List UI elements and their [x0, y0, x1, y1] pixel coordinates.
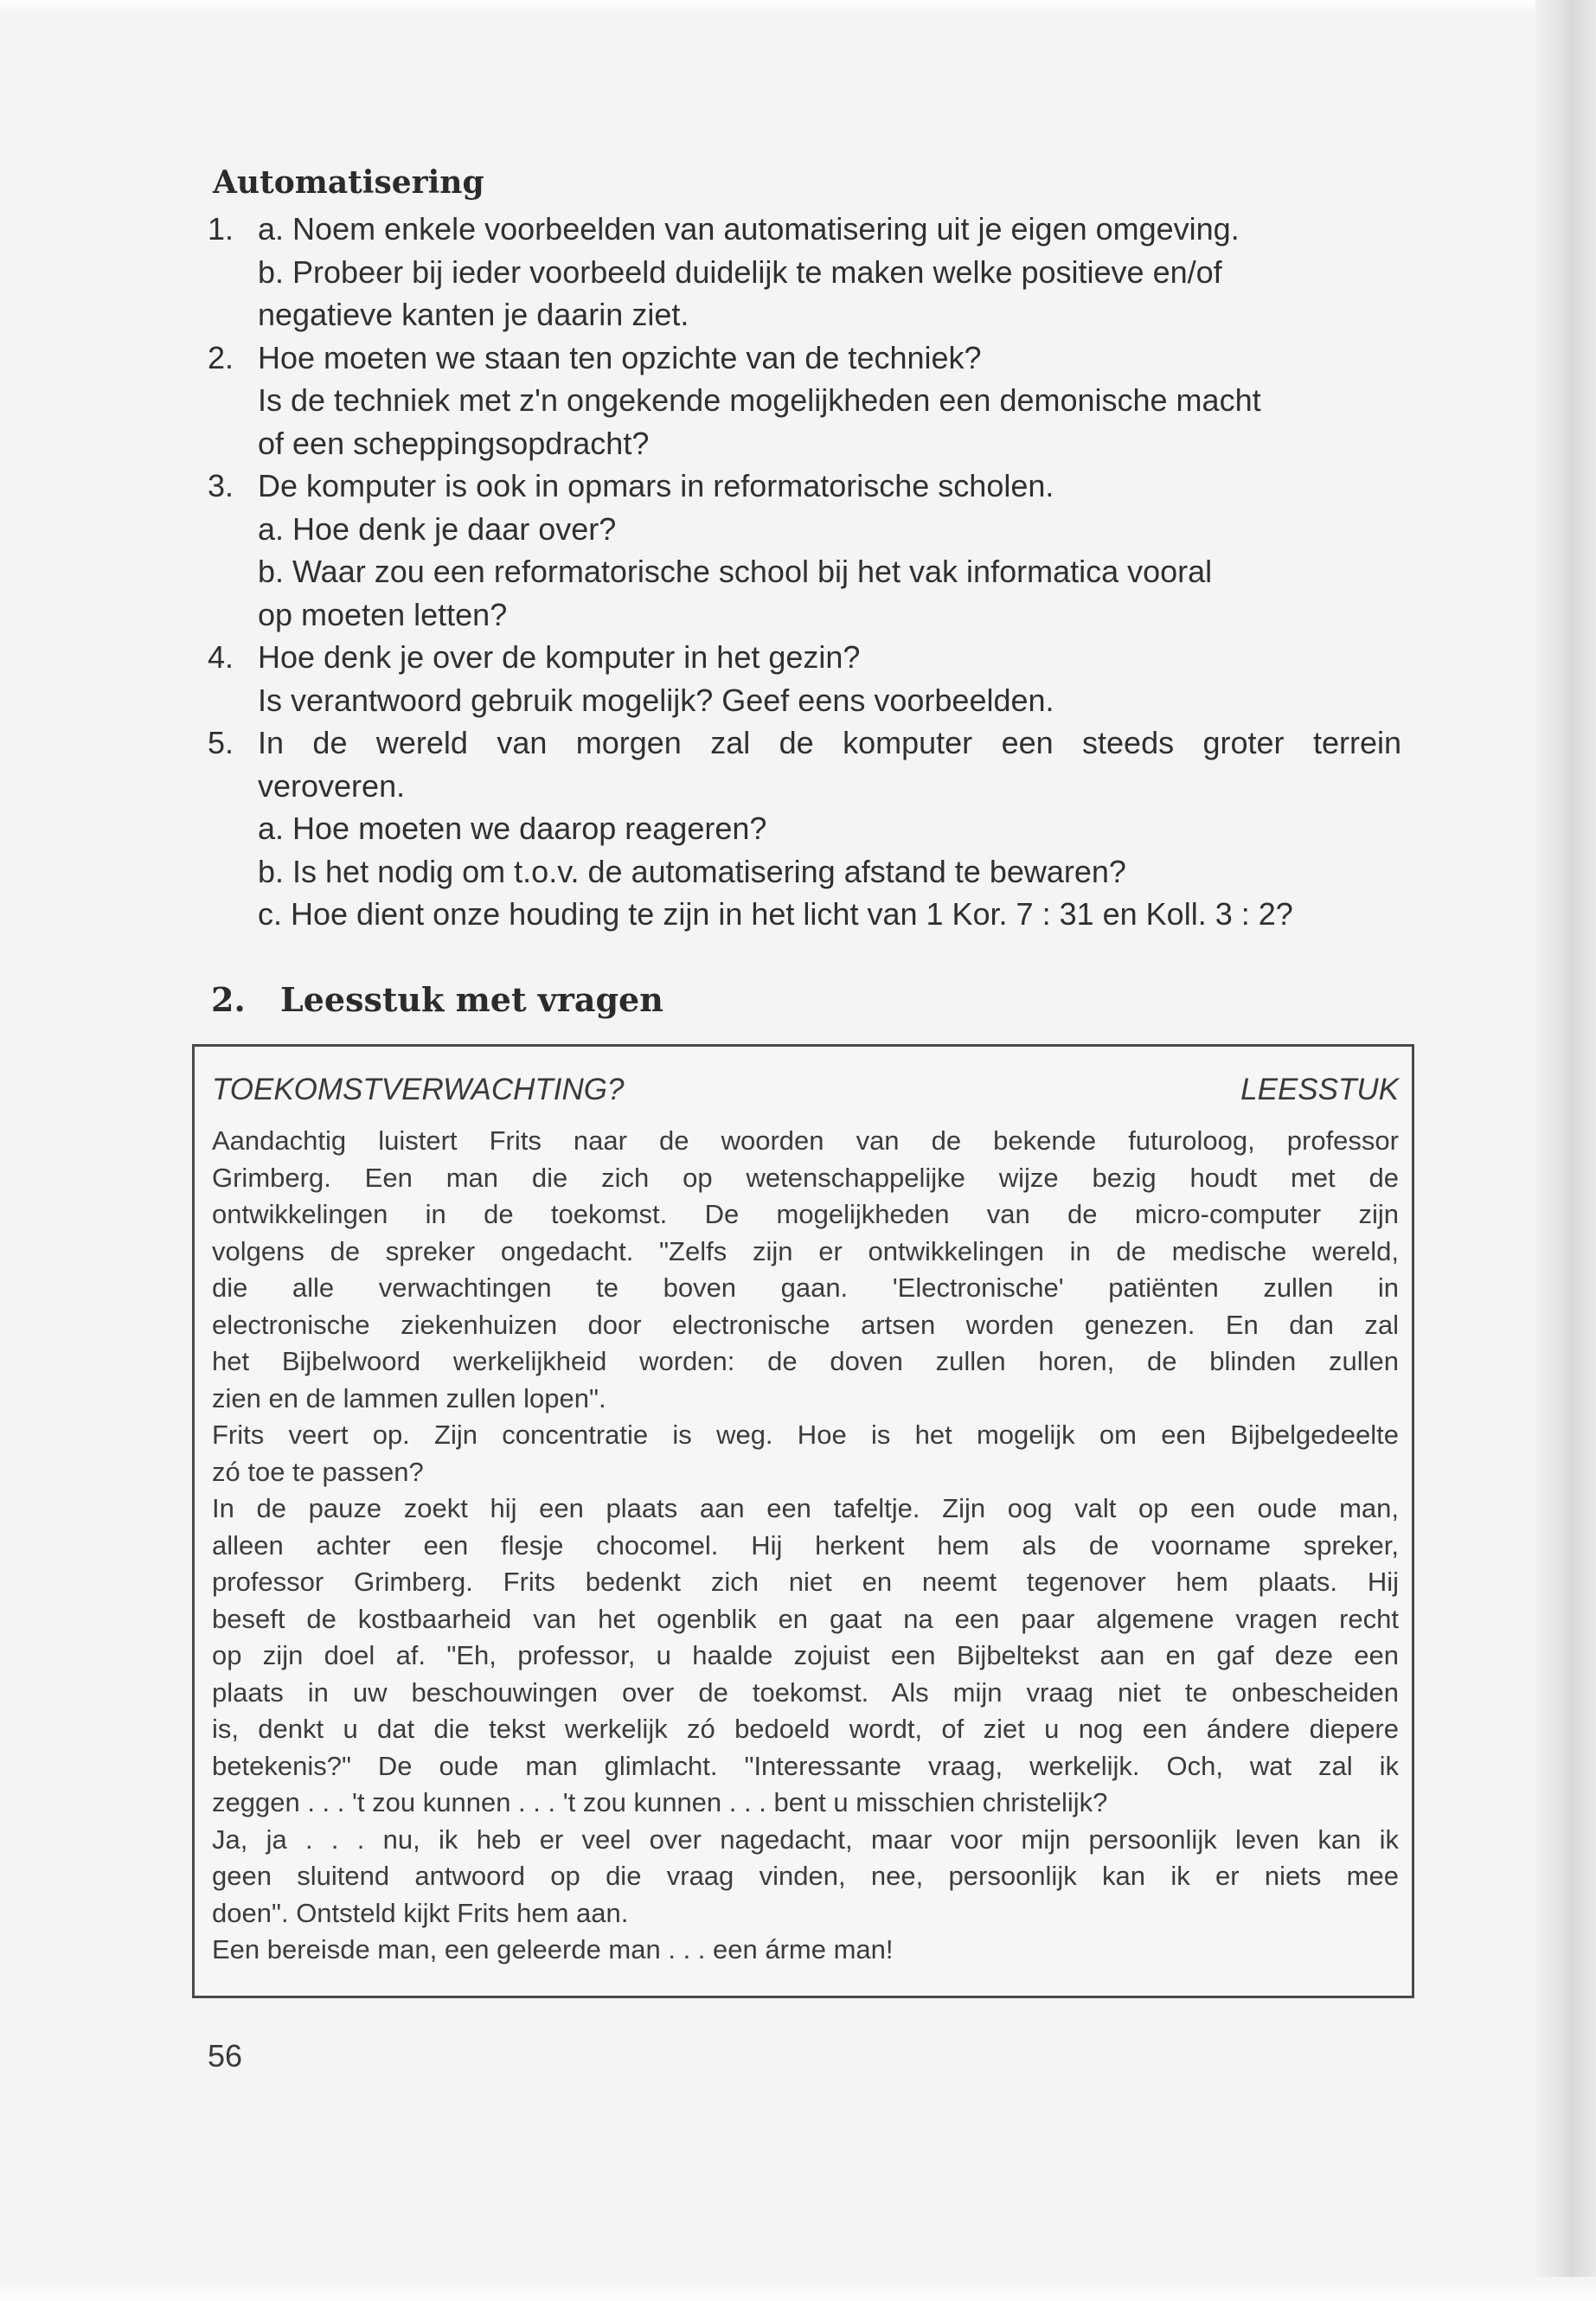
reading-line: Een bereisde man, een geleerde man . . . een árme man! [212, 1934, 894, 1965]
question-line: op moeten letten? [258, 596, 508, 632]
section-heading-2 [211, 980, 663, 1019]
reading-line: zó toe te passen? [212, 1456, 424, 1487]
reading-line: zeggen . . . 't zou kunnen . . . 't zou kunnen . . . bent u misschien christelijk? [212, 1787, 1108, 1817]
question-line: c. Hoe dient onze houding te zijn in het licht van 1 Kor. 7 : 31 en Koll. 3 : 2? [258, 896, 1293, 932]
question-line: of een scheppingsopdracht? [258, 425, 650, 461]
reading-line: betekenis?" De oude man glimlacht. "Interessante vraag, werkelijk. Och, wat zal ik [212, 1750, 1399, 1781]
reading-box [192, 1044, 1414, 1998]
question-line: Hoe denk je over de komputer in het gezin? [258, 639, 861, 675]
question-line: b. Probeer bij ieder voorbeeld duidelijk te maken welke positieve en/of [258, 253, 1222, 290]
reading-line: professor Grimberg. Frits bedenkt zich niet en neemt tegenover hem plaats. Hij [212, 1567, 1399, 1597]
reading-line: geen sluitend antwoord op die vraag vinden, nee, persoonlijk kan ik er niets mee [212, 1861, 1399, 1891]
reading-line: In de pauze zoekt hij een plaats aan een tafeltje. Zijn oog valt op een oude man, [212, 1493, 1399, 1523]
reading-line: ontwikkelingen in de toekomst. De mogelijkheden van de micro-computer zijn [212, 1199, 1399, 1229]
reading-line: beseft de kostbaarheid van het ogenblik en gaat na een paar algemene vragen recht [212, 1603, 1399, 1634]
question-line: b. Is het nodig om t.o.v. de automatisering afstand te bewaren? [258, 853, 1126, 889]
reading-line: is, denkt u dat die tekst werkelijk zó bedoeld wordt, of ziet u nog een ándere diepere [212, 1714, 1399, 1744]
reading-line: Aandachtig luistert Frits naar de woorden van de bekende futuroloog, professor [212, 1125, 1399, 1156]
reading-line: het Bijbelwoord werkelijkheid worden: de doven zullen horen, de blinden zullen [212, 1346, 1399, 1376]
question-line: veroveren. [258, 767, 406, 804]
reading-line: volgens de spreker ongedacht. "Zelfs zijn er ontwikkelingen in de medische wereld, [212, 1235, 1399, 1266]
question-number: 1. [208, 211, 234, 247]
scan-edge-top [0, 0, 1596, 16]
reading-line: Ja, ja . . . nu, ik heb er veel over nagedacht, maar voor mijn persoonlijk leven kan ik [212, 1823, 1399, 1855]
reading-line: zien en de lammen zullen lopen". [212, 1382, 606, 1413]
section-title: Automatisering [213, 164, 484, 201]
reading-header [212, 1073, 1399, 1107]
reading-line: electronische ziekenhuizen door electronische artsen worden genezen. En dan zal [212, 1309, 1399, 1340]
section-heading-title: Leesstuk met vragen [280, 980, 663, 1019]
reading-line: doen". Ontsteld kijkt Frits hem aan. [212, 1897, 629, 1928]
question-line: Is verantwoord gebruik mogelijk? Geef eens voorbeelden. [258, 682, 1054, 718]
question-number: 5. [208, 725, 234, 760]
scan-edge-right [1535, 0, 1596, 2301]
reading-line: die alle verwachtingen te boven gaan. 'Electronische' patiënten zullen in [212, 1272, 1399, 1303]
question-line: In de wereld van morgen zal de komputer een steeds groter terrein [258, 725, 1401, 760]
question-list [208, 208, 1401, 936]
question-item-2 [208, 336, 1401, 465]
question-number: 2. [208, 339, 234, 375]
question-line: a. Hoe moeten we daarop reageren? [258, 811, 767, 846]
question-line: a. Noem enkele voorbeelden van automatisering uit je eigen omgeving. [258, 211, 1240, 247]
question-line: De komputer is ook in opmars in reformatorische scholen. [258, 468, 1054, 503]
question-item-5 [208, 721, 1401, 936]
question-number: 3. [208, 468, 234, 503]
scan-edge-bottom [0, 2277, 1596, 2301]
question-line: b. Waar zou een reformatorische school bij het vak informatica vooral [258, 554, 1213, 589]
question-line: negatieve kanten je daarin ziet. [258, 297, 689, 332]
question-item-1 [208, 208, 1401, 336]
question-item-3 [208, 465, 1401, 636]
question-item-4 [208, 636, 1401, 721]
reading-line: Frits veert op. Zijn concentratie is weg. Hoe is het mogelijk om een Bijbelgedeelte [212, 1420, 1399, 1450]
question-line: Hoe moeten we staan ten opzichte van de techniek? [258, 339, 982, 375]
reading-text [212, 1123, 1399, 1969]
question-line: Is de techniek met z'n ongekende mogelijkheden een demonische macht [258, 382, 1261, 418]
question-number: 4. [208, 639, 234, 675]
reading-label: LEESSTUK [1240, 1073, 1399, 1106]
section-number: 2. [211, 980, 246, 1019]
page-number: 56 [208, 2038, 243, 2073]
reading-line: alleen achter een flesje chocomel. Hij herkent hem als de voorname spreker, [212, 1529, 1399, 1561]
reading-title: TOEKOMSTVERWACHTING? [212, 1073, 625, 1106]
reading-line: op zijn doel af. "Eh, professor, u haalde zojuist een Bijbeltekst aan en gaf deze een [212, 1640, 1399, 1670]
reading-line: Grimberg. Een man die zich op wetenschappelijke wijze bezig houdt met de [212, 1162, 1399, 1193]
reading-line: plaats in uw beschouwingen over de toekomst. Als mijn vraag niet te onbescheiden [212, 1676, 1399, 1708]
question-line: a. Hoe denk je daar over? [258, 510, 617, 547]
